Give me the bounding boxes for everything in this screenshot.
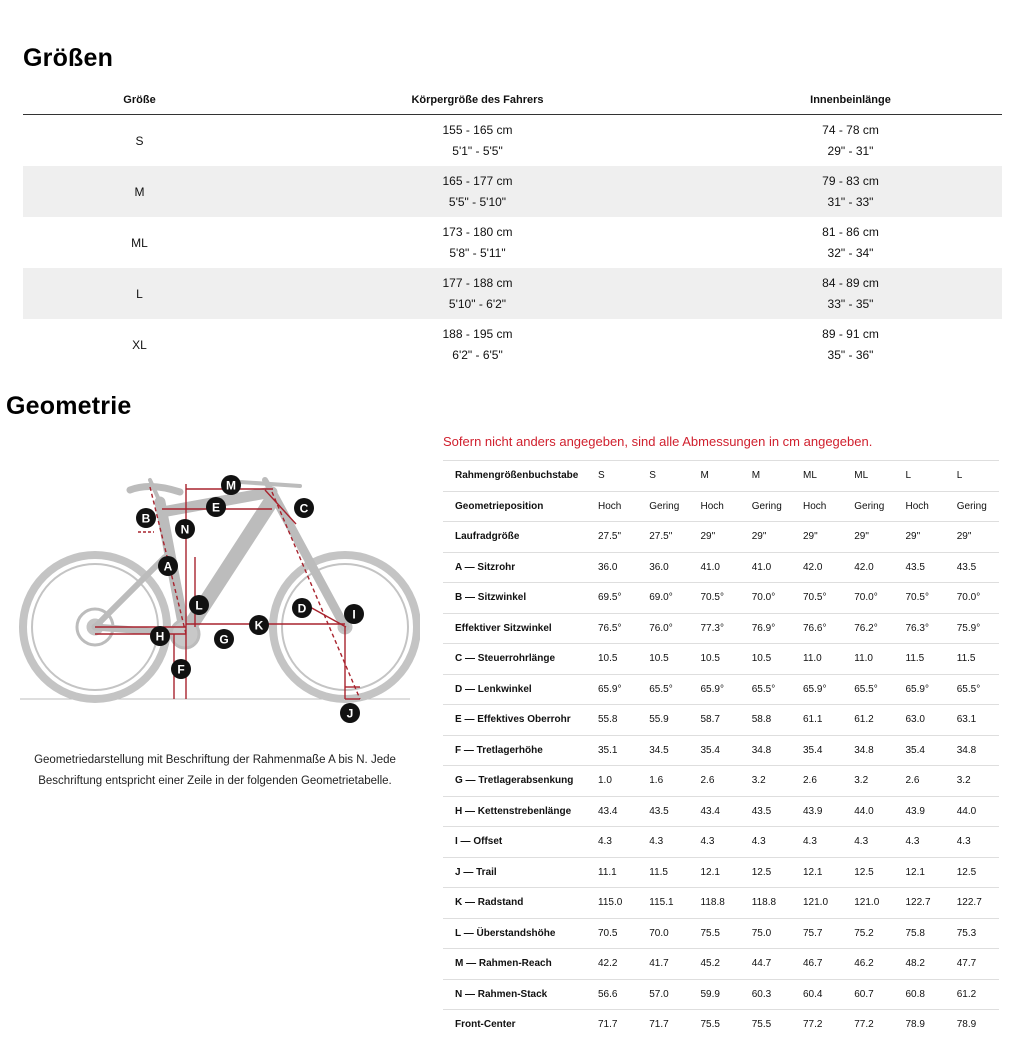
geometry-value: 43.9	[803, 805, 823, 817]
inseam-in: 35" - 36"	[827, 347, 874, 362]
rider-height-cm: 165 - 177 cm	[442, 173, 513, 188]
geometry-value: 34.8	[956, 744, 977, 756]
geometry-value: 77.2	[803, 1019, 823, 1031]
geometry-value: 61.2	[956, 988, 977, 1000]
geometry-value: 12.1	[803, 866, 823, 878]
geometry-value: 36.0	[598, 561, 618, 573]
geometry-value: 29"	[956, 531, 972, 543]
geometry-value: 75.5	[751, 1019, 772, 1031]
geometry-value: 43.5	[956, 561, 977, 573]
geometry-value: 70.5°	[803, 592, 827, 604]
size-cell: XL	[132, 337, 147, 352]
sizes-body	[23, 115, 1002, 370]
geometry-value: 43.5	[649, 805, 669, 817]
geometry-value: 70.5	[598, 927, 618, 939]
svg-text:E: E	[211, 500, 221, 515]
inseam-in: 29" - 31"	[827, 143, 874, 158]
geometry-row	[443, 765, 999, 796]
geometry-value: 35.1	[598, 744, 618, 756]
geometry-row	[443, 582, 999, 613]
rider-height-ft: 5'10" - 6'2"	[448, 296, 507, 311]
sizes-header-inseam: Innenbeinlänge	[810, 94, 891, 106]
geometry-value: 65.5°	[854, 683, 878, 695]
geometry-value: 34.5	[649, 744, 669, 756]
geometry-row-label: E — Effektives Oberrohr	[455, 714, 571, 726]
geometry-value: Gering	[854, 500, 885, 512]
rider-height-cm: 188 - 195 cm	[442, 326, 513, 341]
sizes-row	[23, 268, 1002, 319]
geometry-value: 4.3	[700, 836, 715, 848]
diagram-marker-d	[292, 598, 312, 618]
geometry-value: 42.0	[854, 561, 874, 573]
geometry-value: 61.2	[854, 714, 874, 726]
svg-text:A: A	[163, 559, 173, 574]
geometry-value: 46.7	[803, 958, 823, 970]
diagram-marker-i	[344, 604, 364, 624]
geometry-value: 4.3	[956, 836, 971, 848]
geometry-value: 56.6	[598, 988, 618, 1000]
geometry-value: 3.2	[751, 775, 766, 787]
geometry-value: 71.7	[598, 1019, 618, 1031]
geometry-value: 12.5	[956, 866, 977, 878]
geometry-value: 75.0	[751, 927, 772, 939]
geometry-value: 43.5	[751, 805, 772, 817]
geometry-value: 3.2	[956, 775, 971, 787]
geometry-value: 11.5	[956, 653, 976, 665]
geometry-value: 115.1	[649, 897, 674, 909]
geometry-value: 78.9	[956, 1019, 977, 1031]
geometry-row	[443, 613, 999, 644]
geometry-value: L	[905, 470, 912, 482]
geometry-value: 65.5°	[956, 683, 981, 695]
geometry-value: 41.7	[649, 958, 669, 970]
geometry-value: 11.0	[854, 653, 873, 665]
geometry-value: Gering	[649, 500, 680, 512]
geometry-caption: Geometriedarstellung mit Beschriftung der Rahmenmaße A bis N. Jede Beschriftung entspricht einer Zeile in der folgenden Geometrietabelle.	[34, 754, 396, 787]
geometry-value: 35.4	[905, 744, 925, 756]
geometry-row	[443, 460, 999, 491]
geometry-value: 45.2	[700, 958, 720, 970]
geometry-value: 4.3	[751, 836, 766, 848]
geometry-value: 34.8	[751, 744, 772, 756]
geometry-value: 10.5	[700, 653, 720, 665]
sizes-row	[23, 217, 1002, 268]
geometry-value: 63.1	[956, 714, 977, 726]
geometry-value: L	[956, 470, 963, 482]
geometry-value: 35.4	[803, 744, 823, 756]
geometry-value: 75.5	[700, 1019, 720, 1031]
geometry-value: 78.9	[905, 1019, 925, 1031]
geometry-value: 44.0	[854, 805, 874, 817]
geometry-row-label: Rahmengrößenbuchstabe	[455, 470, 579, 482]
geometry-value: 36.0	[649, 561, 669, 573]
inseam-cm: 89 - 91 cm	[822, 326, 879, 341]
svg-text:D: D	[297, 601, 307, 616]
sizes-table	[23, 86, 1002, 370]
geometry-row	[443, 704, 999, 735]
geometry-value: 2.6	[700, 775, 715, 787]
geometry-value: 76.2°	[854, 622, 878, 634]
geometry-value: 43.9	[905, 805, 925, 817]
geometry-value: 69.0°	[649, 592, 673, 604]
geometry-title: Geometrie	[6, 392, 132, 420]
geometry-value: 76.3°	[905, 622, 929, 634]
rider-height-cell	[256, 273, 699, 315]
rider-height-cell	[256, 324, 699, 366]
inseam-in: 33" - 35"	[827, 296, 874, 311]
diagram-marker-n	[175, 519, 195, 539]
geometry-row-label: B — Sitzwinkel	[455, 592, 527, 604]
geometry-value: 77.3°	[700, 622, 724, 634]
geometry-value: 46.2	[854, 958, 874, 970]
geometry-value: 47.7	[956, 958, 977, 970]
geometry-value: 10.5	[751, 653, 772, 665]
geometry-value: 12.1	[700, 866, 720, 878]
geometry-row-label: D — Lenkwinkel	[455, 683, 532, 695]
rider-height-ft: 5'1" - 5'5"	[452, 143, 503, 158]
svg-text:B: B	[141, 511, 151, 526]
geometry-value: 3.2	[854, 775, 869, 787]
geometry-value: 75.9°	[956, 622, 981, 634]
diagram-marker-f	[171, 659, 191, 679]
geometry-value: 118.8	[700, 897, 725, 909]
geometry-value: 77.2	[854, 1019, 874, 1031]
sizes-title: Größen	[23, 44, 114, 72]
geometry-value: 55.8	[598, 714, 618, 726]
measurement-lines	[95, 484, 360, 699]
geometry-value: 75.2	[854, 927, 874, 939]
geometry-value: 4.3	[598, 836, 612, 848]
diagram-marker-l	[189, 595, 209, 615]
rider-height-ft: 5'5" - 5'10"	[448, 194, 507, 209]
geometry-value: Gering	[956, 500, 987, 512]
geometry-value: 59.9	[700, 988, 720, 1000]
geometry-row-label: J — Trail	[455, 866, 497, 878]
geometry-value: 65.9°	[598, 683, 622, 695]
rider-height-cell	[256, 222, 699, 264]
geometry-value: 29"	[700, 531, 716, 543]
geometry-value: M	[751, 470, 761, 482]
rider-height-cell	[256, 171, 699, 213]
geometry-value: ML	[854, 470, 869, 482]
geometry-value: 10.5	[598, 653, 618, 665]
geometry-value: 42.2	[598, 958, 618, 970]
geometry-row	[443, 521, 999, 552]
geometry-row-label: C — Steuerrohrlänge	[455, 653, 556, 665]
geometry-value: 41.0	[751, 561, 772, 573]
geometry-row-label: G — Tretlagerabsenkung	[455, 775, 574, 787]
geometry-value: 55.9	[649, 714, 669, 726]
geometry-value: Hoch	[700, 500, 724, 512]
svg-text:H: H	[155, 629, 165, 644]
geometry-row	[443, 674, 999, 705]
geometry-value: 57.0	[649, 988, 669, 1000]
geometry-value: 60.4	[803, 988, 823, 1000]
geometry-value: 41.0	[700, 561, 720, 573]
geometry-value: 35.4	[700, 744, 720, 756]
geometry-value: 58.7	[700, 714, 720, 726]
geometry-value: 71.7	[649, 1019, 669, 1031]
geometry-value: 76.6°	[803, 622, 827, 634]
sizes-row	[23, 319, 1002, 370]
svg-text:F: F	[177, 662, 185, 677]
diagram-marker-m	[221, 475, 241, 495]
geometry-value: 70.5°	[700, 592, 724, 604]
geometry-row-label: I — Offset	[455, 836, 503, 848]
geometry-value: ML	[803, 470, 817, 482]
geometry-value: 4.3	[649, 836, 664, 848]
size-cell: M	[134, 184, 145, 199]
geometry-value: 60.3	[751, 988, 772, 1000]
geometry-row-label: Laufradgröße	[455, 531, 520, 543]
sizes-header-height: Körpergröße des Fahrers	[411, 94, 544, 106]
geometry-value: 75.8	[905, 927, 925, 939]
diagram-marker-h	[150, 626, 170, 646]
geometry-row	[443, 948, 999, 979]
geometry-value: 70.0°	[956, 592, 981, 604]
geometry-value: 61.1	[803, 714, 823, 726]
inseam-cm: 81 - 86 cm	[822, 224, 879, 239]
geometry-value: 65.9°	[803, 683, 827, 695]
geometry-value: 75.5	[700, 927, 720, 939]
svg-text:M: M	[226, 478, 236, 493]
geometry-row-label: Effektiver Sitzwinkel	[455, 622, 552, 634]
geometry-value: 70.0°	[751, 592, 776, 604]
rider-height-cell	[256, 120, 699, 162]
geometry-value: 70.0°	[854, 592, 878, 604]
geometry-row-label: H — Kettenstrebenlänge	[455, 805, 572, 817]
geometry-value: 48.2	[905, 958, 925, 970]
geometry-row	[443, 491, 999, 522]
geometry-value: 2.6	[803, 775, 817, 787]
rider-height-cm: 155 - 165 cm	[442, 122, 513, 137]
inseam-cm: 74 - 78 cm	[822, 122, 879, 137]
geometry-value: 76.9°	[751, 622, 776, 634]
size-cell: S	[135, 133, 144, 148]
geometry-value: 12.1	[905, 866, 925, 878]
geometry-row	[443, 887, 999, 918]
geometry-value: 58.8	[751, 714, 772, 726]
geometry-value: 122.7	[905, 897, 931, 909]
geometry-value: 4.3	[854, 836, 869, 848]
geometry-value: 11.1	[598, 866, 617, 878]
geometry-value: Hoch	[598, 500, 622, 512]
svg-text:K: K	[254, 618, 264, 633]
inseam-cell	[699, 273, 1002, 315]
rider-height-cm: 177 - 188 cm	[442, 275, 513, 290]
geometry-row-label: A — Sitzrohr	[455, 561, 516, 573]
geometry-value: 65.5°	[649, 683, 673, 695]
geometry-value: 121.0	[854, 897, 880, 909]
diagram-marker-c	[294, 498, 314, 518]
svg-text:J: J	[346, 706, 354, 721]
svg-text:G: G	[219, 632, 229, 647]
diagram-marker-b	[136, 508, 156, 528]
rider-height-ft: 6'2" - 6'5"	[452, 347, 503, 362]
geometry-value: 1.6	[649, 775, 664, 787]
geometry-value: 10.5	[649, 653, 669, 665]
geometry-row-label: M — Rahmen-Reach	[455, 958, 552, 970]
geometry-value: 12.5	[751, 866, 772, 878]
svg-text:N: N	[180, 522, 190, 537]
geometry-value: 11.0	[803, 653, 822, 665]
geometry-value: Hoch	[803, 500, 827, 512]
geometry-value: 65.5°	[751, 683, 776, 695]
geometry-row-label: K — Radstand	[455, 897, 524, 909]
geometry-value: 27.5"	[598, 531, 622, 543]
geometry-value: 29"	[751, 531, 767, 543]
svg-text:C: C	[299, 501, 309, 516]
geometry-value: 42.0	[803, 561, 823, 573]
geometry-value: 121.0	[803, 897, 829, 909]
geometry-row-label: Front-Center	[455, 1019, 516, 1031]
geometry-row	[443, 857, 999, 888]
diagram-marker-e	[206, 497, 226, 517]
geometry-value: M	[700, 470, 709, 482]
geometry-value: 29"	[803, 531, 818, 543]
svg-text:I: I	[352, 607, 356, 622]
geometry-row-label: F — Tretlagerhöhe	[455, 744, 543, 756]
inseam-in: 32" - 34"	[827, 245, 874, 260]
geometry-value: 29"	[854, 531, 869, 543]
geometry-value: 11.5	[905, 653, 925, 665]
geometry-value: 65.9°	[700, 683, 724, 695]
inseam-cm: 79 - 83 cm	[822, 173, 879, 188]
geometry-value: 65.9°	[905, 683, 929, 695]
geometry-row	[443, 918, 999, 949]
geometry-row	[443, 826, 999, 857]
geometry-row	[443, 979, 999, 1010]
geometry-value: S	[649, 470, 656, 482]
diagram-marker-g	[214, 629, 234, 649]
geometry-row	[443, 643, 999, 674]
geometry-row	[443, 735, 999, 766]
rider-height-ft: 5'8" - 5'11"	[449, 245, 506, 260]
inseam-cell	[699, 324, 1002, 366]
geometry-value: 75.3	[956, 927, 977, 939]
geometry-row	[443, 796, 999, 827]
geometry-value: 43.4	[598, 805, 618, 817]
geometry-value: 69.5°	[598, 592, 622, 604]
geometry-row	[443, 1009, 999, 1040]
inseam-cell	[699, 222, 1002, 264]
geometry-value: 43.4	[700, 805, 720, 817]
geometry-value: 76.0°	[649, 622, 673, 634]
geometry-value: 2.6	[905, 775, 920, 787]
geometry-table	[443, 460, 999, 1040]
geometry-value: 4.3	[905, 836, 920, 848]
geometry-value: 75.7	[803, 927, 823, 939]
geometry-value: 27.5"	[649, 531, 673, 543]
geometry-value: Gering	[751, 500, 782, 512]
diagram-marker-a	[158, 556, 178, 576]
geometry-value: 11.5	[649, 866, 668, 878]
geometry-value: S	[598, 470, 605, 482]
inseam-cell	[699, 120, 1002, 162]
sizes-row	[23, 166, 1002, 217]
geometry-row-label: L — Überstandshöhe	[455, 927, 556, 939]
geometry-row-label: Geometrieposition	[455, 500, 544, 512]
geometry-value: 60.8	[905, 988, 925, 1000]
diagram-marker-k	[249, 615, 269, 635]
rider-height-cm: 173 - 180 cm	[442, 224, 513, 239]
geometry-value: 70.0	[649, 927, 669, 939]
sizes-header-size: Größe	[123, 94, 156, 106]
geometry-value: 29"	[905, 531, 921, 543]
geometry-value: 70.5°	[905, 592, 929, 604]
geometry-value: 122.7	[956, 897, 982, 909]
bike-geometry-diagram	[10, 462, 420, 727]
geometry-value: 118.8	[751, 897, 777, 909]
geometry-value: 43.5	[905, 561, 925, 573]
geometry-value: 60.7	[854, 988, 874, 1000]
geometry-value: 115.0	[598, 897, 623, 909]
geometry-value: 76.5°	[598, 622, 622, 634]
geometry-value: 44.0	[956, 805, 977, 817]
inseam-in: 31" - 33"	[827, 194, 874, 209]
geometry-value: 63.0	[905, 714, 925, 726]
geometry-unit-note: Sofern nicht anders angegeben, sind alle Abmessungen in cm angegeben.	[443, 434, 873, 449]
sizes-header-row	[23, 86, 1002, 115]
geometry-value: 34.8	[854, 744, 874, 756]
size-cell: ML	[131, 235, 148, 250]
geometry-value: 12.5	[854, 866, 874, 878]
svg-text:L: L	[195, 598, 203, 613]
inseam-cell	[699, 171, 1002, 213]
geometry-row-label: N — Rahmen-Stack	[455, 988, 548, 1000]
geometry-value: Hoch	[905, 500, 929, 512]
geometry-value: 44.7	[751, 958, 772, 970]
inseam-cm: 84 - 89 cm	[822, 275, 879, 290]
geometry-row	[443, 552, 999, 583]
sizes-row	[23, 115, 1002, 166]
size-cell: L	[136, 286, 143, 301]
diagram-marker-j	[340, 703, 360, 723]
geometry-value: 4.3	[803, 836, 817, 848]
geometry-value: 1.0	[598, 775, 612, 787]
